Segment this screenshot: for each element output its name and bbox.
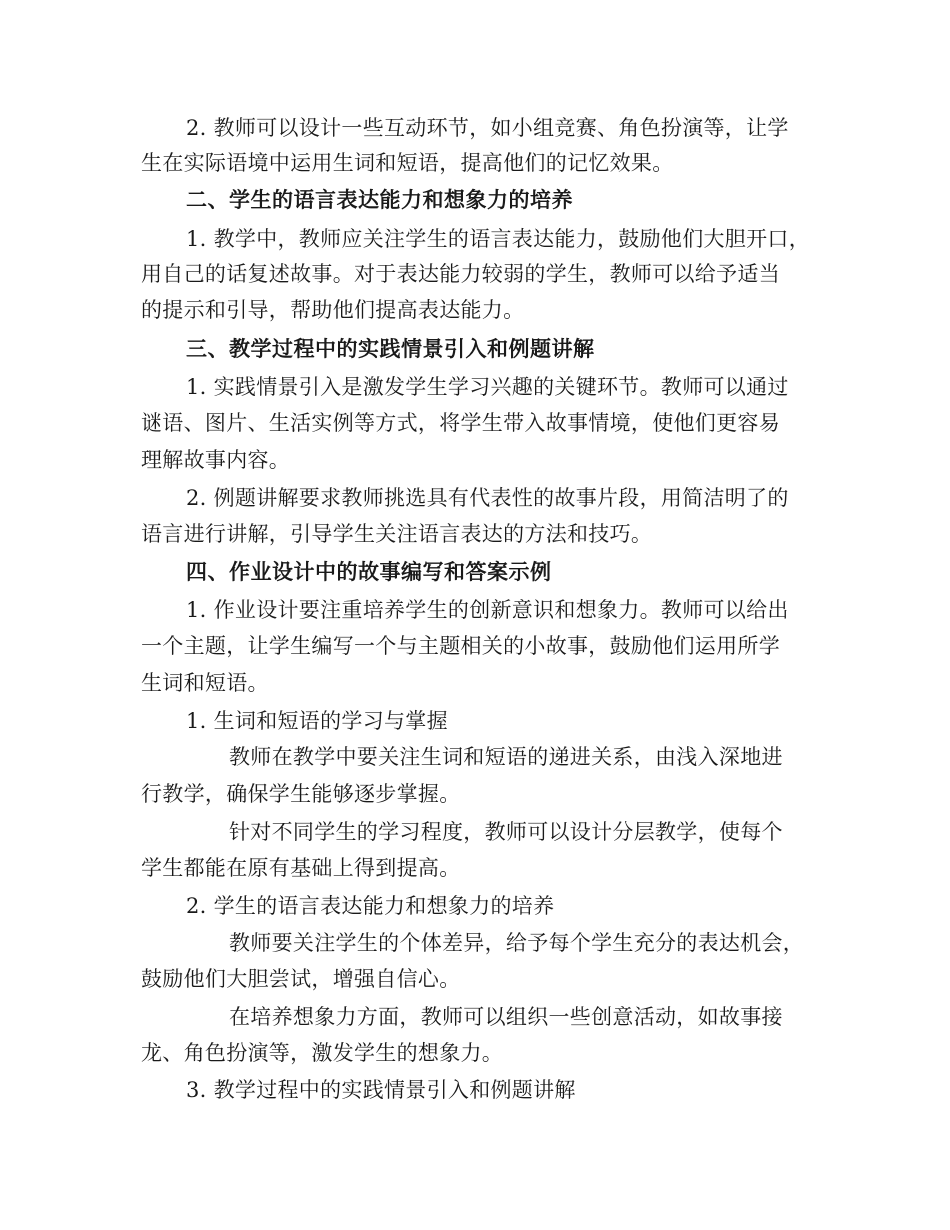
- subheading-line: 1. 生词和短语的学习与掌握: [186, 709, 448, 733]
- subheading-line: 3. 教学过程中的实践情景引入和例题讲解: [186, 1078, 576, 1102]
- paragraph-line: 鼓励他们大胆尝试，增强自信心。: [141, 967, 461, 991]
- paragraph-line: 行教学，确保学生能够逐步掌握。: [141, 782, 461, 806]
- paragraph-line: 用自己的话复述故事。对于表达能力较弱的学生，教师可以给予适当: [141, 262, 780, 286]
- paragraph-line: 谜语、图片、生活实例等方式，将学生带入故事情境，使他们更容易: [141, 411, 780, 435]
- paragraph-line: 学生都能在原有基础上得到提高。: [141, 856, 461, 880]
- section-heading: 二、学生的语言表达能力和想象力的培养: [186, 188, 573, 212]
- paragraph-line: 生词和短语。: [141, 671, 269, 695]
- paragraph-line: 1. 实践情景引入是激发学生学习兴趣的关键环节。教师可以通过: [186, 375, 789, 399]
- paragraph-line: 1. 作业设计要注重培养学生的创新意识和想象力。教师可以给出: [186, 598, 789, 622]
- paragraph-line: 一个主题，让学生编写一个与主题相关的小故事，鼓励他们运用所学: [141, 634, 780, 658]
- section-heading: 三、教学过程中的实践情景引入和例题讲解: [186, 337, 595, 361]
- subheading-line: 2. 学生的语言表达能力和想象力的培养: [186, 894, 555, 918]
- paragraph-line: 1. 教学中，教师应关注学生的语言表达能力，鼓励他们大胆开口，: [186, 227, 811, 251]
- paragraph-line: 针对不同学生的学习程度，教师可以设计分层教学，使每个: [229, 820, 783, 844]
- paragraph-line: 教师要关注学生的个体差异，给予每个学生充分的表达机会，: [229, 931, 805, 955]
- paragraph-line: 2. 教师可以设计一些互动环节，如小组竞赛、角色扮演等，让学: [186, 116, 789, 140]
- paragraph-line: 生在实际语境中运用生词和短语，提高他们的记忆效果。: [141, 151, 674, 175]
- paragraph-line: 在培养想象力方面，教师可以组织一些创意活动，如故事接: [229, 1005, 783, 1029]
- paragraph-line: 的提示和引导，帮助他们提高表达能力。: [141, 298, 525, 322]
- section-heading: 四、作业设计中的故事编写和答案示例: [186, 560, 552, 584]
- paragraph-line: 理解故事内容。: [141, 448, 291, 472]
- paragraph-line: 语言进行讲解，引导学生关注语言表达的方法和技巧。: [141, 522, 653, 546]
- paragraph-line: 教师在教学中要关注生词和短语的递进关系，由浅入深地进: [229, 745, 783, 769]
- paragraph-line: 2. 例题讲解要求教师挑选具有代表性的故事片段，用简洁明了的: [186, 486, 789, 510]
- paragraph-line: 龙、角色扮演等，激发学生的想象力。: [141, 1041, 504, 1065]
